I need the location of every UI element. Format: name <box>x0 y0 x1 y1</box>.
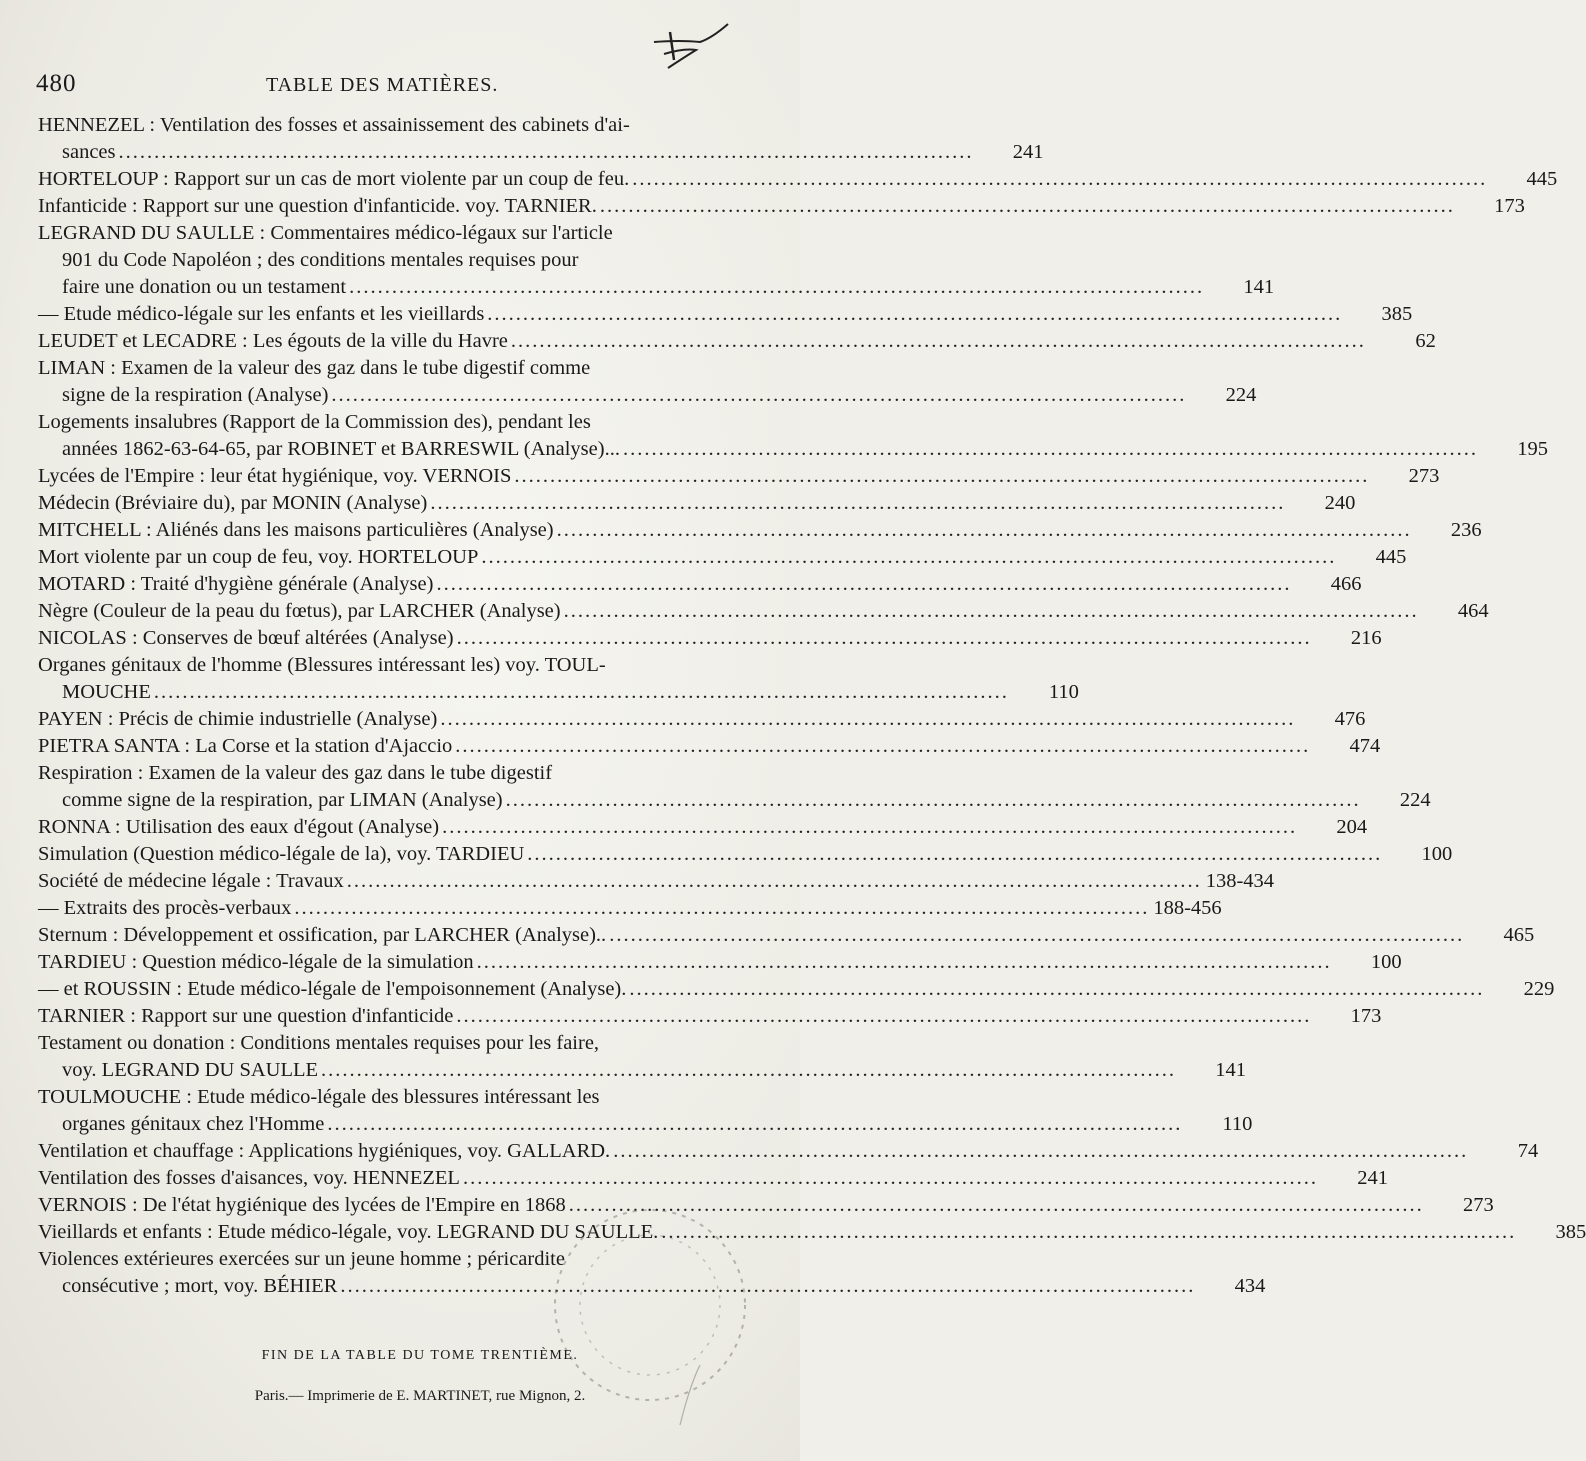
page-reference: 465 <box>1503 924 1535 946</box>
toc-entry-line <box>38 868 1275 895</box>
dot-leader: ........................................................................................................................ <box>599 195 1455 217</box>
toc-entry-line <box>38 760 768 787</box>
page-reference: 110 <box>1222 1113 1253 1135</box>
dot-leader: ........................................................................................................................ <box>327 1113 1183 1135</box>
toc-entry-line <box>38 139 1044 166</box>
entry-text: faire une donation ou un testament <box>62 276 347 298</box>
page-reference: 138-434 <box>1205 870 1275 892</box>
toc-entry-line <box>38 544 1407 571</box>
page-reference: 236 <box>1450 519 1482 541</box>
page-reference: 62 <box>1415 330 1436 352</box>
entry-text: RONNA : Utilisation des eaux d'égout (Analyse) <box>38 816 440 838</box>
toc-entry-line <box>38 1111 1253 1138</box>
entry-text: voy. LEGRAND DU SAULLE <box>62 1059 319 1081</box>
table-of-contents <box>38 112 1586 1300</box>
toc-entry-line <box>38 247 768 274</box>
page-reference: 241 <box>1357 1167 1388 1189</box>
page-reference: 385 <box>1381 303 1413 325</box>
toc-entry-line <box>38 679 1079 706</box>
page-reference: 141 <box>1215 1059 1247 1081</box>
toc-entry-line <box>38 517 1482 544</box>
library-stamp <box>520 1185 760 1455</box>
entry-text: PAYEN : Précis de chimie industrielle (Analyse) <box>38 708 438 730</box>
entry-text: — Etude médico-légale sur les enfants et les vieillards <box>38 303 485 325</box>
entry-text: comme signe de la respiration, par LIMAN (Analyse) <box>62 789 503 811</box>
dot-leader: ........................................................................................................................ <box>462 1167 1318 1189</box>
entry-text: LEUDET et LECADRE : Les égouts de la ville du Havre <box>38 330 508 352</box>
entry-text: Mort violente par un coup de feu, voy. HORTELOUP <box>38 546 479 568</box>
dot-leader: ........................................................................................................................ <box>440 708 1296 730</box>
entry-text: MOUCHE <box>62 681 151 703</box>
page-reference: 100 <box>1421 843 1453 865</box>
entry-text: — Extraits des procès-verbaux <box>38 897 292 919</box>
page-reference: 188-456 <box>1153 897 1222 919</box>
page-reference: 241 <box>1012 141 1044 163</box>
toc-entry <box>38 760 1431 814</box>
toc-entry <box>38 652 1079 706</box>
toc-entry <box>38 814 1368 841</box>
entry-text: Vieillards et enfants : Etude médico-légale, voy. LEGRAND DU SAULLE. <box>38 1221 659 1243</box>
page-reference: 195 <box>1517 438 1548 460</box>
dot-leader: ........................................................................................................................ <box>487 303 1343 325</box>
dot-leader: ........................................................................................................................ <box>622 438 1478 460</box>
toc-entry <box>38 409 1548 463</box>
entry-text: organes génitaux chez l'Homme <box>62 1113 325 1135</box>
dot-leader: ........................................................................................................................ <box>430 492 1286 514</box>
toc-entry <box>38 166 1558 193</box>
entry-text: TARDIEU : Question médico-légale de la simulation <box>38 951 474 973</box>
toc-entry <box>38 1003 1382 1030</box>
page-reference: 110 <box>1048 681 1079 703</box>
toc-entry <box>38 328 1436 355</box>
toc-entry-line <box>38 841 1453 868</box>
page-number: 480 <box>36 70 77 97</box>
entry-text: TARNIER : Rapport sur une question d'infanticide <box>38 1005 454 1027</box>
page-reference: 273 <box>1462 1194 1494 1216</box>
toc-entry <box>38 301 1413 328</box>
toc-entry-line <box>38 787 1431 814</box>
toc-entry <box>38 868 1275 895</box>
end-of-table-note: FIN DE LA TABLE DU TOME TRENTIÈME. <box>261 1348 579 1363</box>
toc-entry-line <box>38 1003 1382 1030</box>
toc-entry-line <box>38 409 768 436</box>
page-reference: 173 <box>1494 195 1525 217</box>
toc-entry <box>38 733 1381 760</box>
page-reference: 141 <box>1243 276 1275 298</box>
toc-entry-line <box>38 328 1436 355</box>
toc-entry-line <box>38 625 1382 652</box>
toc-entry <box>38 355 1257 409</box>
dot-leader: ........................................................................................................................ <box>609 924 1465 946</box>
entry-text: Médecin (Bréviaire du), par MONIN (Analyse) <box>38 492 428 514</box>
page-reference: 445 <box>1375 546 1407 568</box>
entry-text: Violences extérieures exercées sur un jeune homme ; péricardite <box>38 1248 565 1270</box>
dot-leader: ........................................................................................................................ <box>331 384 1187 406</box>
toc-entry-line <box>38 301 1413 328</box>
entry-text: PIETRA SANTA : La Corse et la station d'Ajaccio <box>38 735 453 757</box>
page-reference: 100 <box>1370 951 1402 973</box>
entry-text: Infanticide : Rapport sur une question d'infanticide. voy. TARNIER. <box>38 195 597 217</box>
entry-text: signe de la respiration (Analyse) <box>62 384 329 406</box>
dot-leader: ........................................................................................................................ <box>613 1140 1469 1162</box>
toc-entry <box>38 922 1535 949</box>
toc-entry-line <box>38 949 1402 976</box>
toc-entry-line <box>38 652 768 679</box>
page-reference: 173 <box>1350 1005 1382 1027</box>
toc-entry-line <box>38 112 768 139</box>
page-reference: 474 <box>1349 735 1381 757</box>
toc-entry-line <box>38 463 1440 490</box>
toc-entry-line <box>38 274 1275 301</box>
toc-entry-line <box>38 193 1525 220</box>
toc-entry-line <box>38 355 768 382</box>
entry-text: TOULMOUCHE : Etude médico-légale des blessures intéressant les <box>38 1086 600 1108</box>
toc-entry-line <box>38 1057 1247 1084</box>
entry-text: années 1862-63-64-65, par ROBINET et BARRESWIL (Analyse)... <box>62 438 620 460</box>
entry-text: Logements insalubres (Rapport de la Commission des), pendant les <box>38 411 591 433</box>
toc-entry <box>38 1138 1539 1165</box>
toc-entry-line <box>38 1084 768 1111</box>
toc-entry <box>38 949 1402 976</box>
toc-entry-line <box>38 1030 768 1057</box>
page-reference: 229 <box>1523 978 1555 1000</box>
dot-leader: ........................................................................................................................ <box>442 816 1298 838</box>
page-reference: 74 <box>1517 1140 1539 1162</box>
toc-entry-line <box>38 733 1381 760</box>
toc-entry <box>38 598 1489 625</box>
dot-leader: ........................................................................................................................ <box>436 573 1292 595</box>
dot-leader: ........................................................................................................................ <box>476 951 1332 973</box>
dot-leader: ........................................................................................................................ <box>556 519 1412 541</box>
entry-text: Nègre (Couleur de la peau du fœtus), par LARCHER (Analyse) <box>38 600 561 622</box>
toc-entry-line <box>38 922 1535 949</box>
page-header <box>36 70 736 104</box>
toc-entry-line <box>38 490 1356 517</box>
toc-entry-line <box>38 598 1489 625</box>
entry-text: Testament ou donation : Conditions mentales requises pour les faire, <box>38 1032 600 1054</box>
toc-entry <box>38 220 1275 301</box>
dot-leader: ........................................................................................................................ <box>505 789 1361 811</box>
dot-leader: ........................................................................................................................ <box>629 978 1485 1000</box>
page-reference: 216 <box>1350 627 1382 649</box>
page-reference: 385 <box>1555 1221 1586 1243</box>
entry-text: HENNEZEL : Ventilation des fosses et assainissement des cabinets d'ai- <box>38 114 630 136</box>
page-reference: 224 <box>1399 789 1431 811</box>
dot-leader: ........................................................................................................................ <box>153 681 1009 703</box>
toc-entry <box>38 112 1044 166</box>
dot-leader: ........................................................................................................................ <box>568 1194 1424 1216</box>
dot-leader: ........................................................................................................................ <box>349 276 1205 298</box>
entry-text: Respiration : Examen de la valeur des gaz dans le tube digestif <box>38 762 553 784</box>
toc-entry-line <box>38 976 1555 1003</box>
toc-entry <box>38 544 1407 571</box>
toc-entry <box>38 841 1453 868</box>
entry-text: LEGRAND DU SAULLE : Commentaires médico-légaux sur l'article <box>38 222 613 244</box>
entry-text: Ventilation des fosses d'aisances, voy. HENNEZEL <box>38 1167 460 1189</box>
toc-entry <box>38 706 1366 733</box>
toc-entry <box>38 625 1382 652</box>
page-reference: 204 <box>1336 816 1368 838</box>
page-reference: 466 <box>1330 573 1362 595</box>
toc-entry-line <box>38 571 1362 598</box>
dot-leader: ........................................................................................................................ <box>563 600 1419 622</box>
toc-entry-line <box>38 1138 1539 1165</box>
toc-entry <box>38 1084 1253 1138</box>
entry-text: Organes génitaux de l'homme (Blessures intéressant les) voy. TOUL- <box>38 654 606 676</box>
printer-imprint: Paris.— Imprimerie de E. MARTINET, rue Mignon, 2. <box>254 1388 586 1404</box>
toc-entry <box>38 463 1440 490</box>
toc-entry <box>38 490 1356 517</box>
page-reference: 445 <box>1526 168 1558 190</box>
entry-text: MITCHELL : Aliénés dans les maisons particulières (Analyse) <box>38 519 554 541</box>
dot-leader: ........................................................................................................................ <box>118 141 974 163</box>
dot-leader: ........................................................................................................................ <box>294 897 1150 919</box>
entry-text: HORTELOUP : Rapport sur un cas de mort violente par un coup de feu. <box>38 168 630 190</box>
dot-leader: ........................................................................................................................ <box>346 870 1202 892</box>
page-reference: 464 <box>1457 600 1489 622</box>
toc-entry <box>38 571 1362 598</box>
dot-leader: ........................................................................................................................ <box>632 168 1488 190</box>
toc-entry-line <box>38 382 1257 409</box>
toc-entry <box>38 895 1222 922</box>
page-reference: 476 <box>1334 708 1366 730</box>
dot-leader: ........................................................................................................................ <box>527 843 1383 865</box>
entry-text: Lycées de l'Empire : leur état hygiénique, voy. VERNOIS <box>38 465 512 487</box>
dot-leader: ........................................................................................................................ <box>455 735 1311 757</box>
entry-text: consécutive ; mort, voy. BÉHIER <box>62 1275 338 1297</box>
dot-leader: ........................................................................................................................ <box>481 546 1337 568</box>
dot-leader: ........................................................................................................................ <box>514 465 1370 487</box>
page-reference: 240 <box>1324 492 1356 514</box>
toc-entry <box>38 976 1555 1003</box>
entry-text: Simulation (Question médico-légale de la), voy. TARDIEU <box>38 843 525 865</box>
entry-text: VERNOIS : De l'état hygiénique des lycées de l'Empire en 1868 <box>38 1194 566 1216</box>
entry-text: Société de médecine légale : Travaux <box>38 870 344 892</box>
running-title: TABLE DES MATIÈRES. <box>266 74 499 96</box>
toc-entry-line <box>38 706 1366 733</box>
entry-text: sances <box>62 141 116 163</box>
handwritten-mark <box>640 20 730 74</box>
dot-leader: ........................................................................................................................ <box>340 1275 1196 1297</box>
entry-text: LIMAN : Examen de la valeur des gaz dans le tube digestif comme <box>38 357 591 379</box>
dot-leader: ........................................................................................................................ <box>456 627 1312 649</box>
entry-text: NICOLAS : Conserves de bœuf altérées (Analyse) <box>38 627 454 649</box>
toc-entry-line <box>38 220 768 247</box>
entry-text: — et ROUSSIN : Etude médico-légale de l'empoisonnement (Analyse). <box>38 978 627 1000</box>
dot-leader: ........................................................................................................................ <box>661 1221 1517 1243</box>
toc-entry-line <box>38 814 1368 841</box>
toc-entry-line <box>38 895 1222 922</box>
toc-entry-line <box>38 436 1548 463</box>
entry-text: 901 du Code Napoléon ; des conditions mentales requises pour <box>62 249 579 271</box>
dot-leader: ........................................................................................................................ <box>321 1059 1177 1081</box>
toc-entry <box>38 1030 1247 1084</box>
dot-leader: ........................................................................................................................ <box>456 1005 1312 1027</box>
toc-entry <box>38 193 1525 220</box>
entry-text: MOTARD : Traité d'hygiène générale (Analyse) <box>38 573 434 595</box>
entry-text: Ventilation et chauffage : Applications hygiéniques, voy. GALLARD. <box>38 1140 611 1162</box>
toc-entry <box>38 517 1482 544</box>
dot-leader: ........................................................................................................................ <box>510 330 1366 352</box>
page-reference: 224 <box>1225 384 1257 406</box>
entry-text: Sternum : Développement et ossification, par LARCHER (Analyse).. <box>38 924 607 946</box>
page-reference: 434 <box>1234 1275 1266 1297</box>
toc-entry-line <box>38 166 1558 193</box>
page-reference: 273 <box>1408 465 1440 487</box>
